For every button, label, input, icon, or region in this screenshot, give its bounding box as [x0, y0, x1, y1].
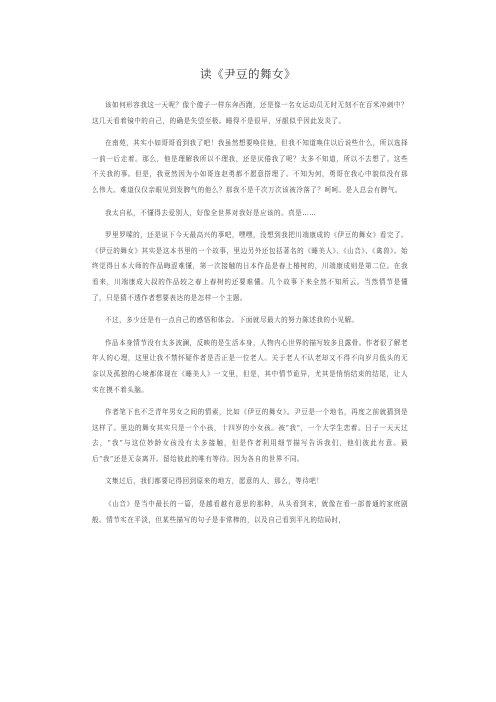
- paragraph: 作者笔下也不乏青年男女之间的情素，比如《伊豆的舞女》。尹豆是一个地名，再度之前就猜到是这样了。里边的舞女其实只是一个小孩，十四岁的小女孩。被“我”，一个大学生恋着。日子一天天过去，“我”与这位妙龄女孩没有太多接触，但是作者利用细节描写告诉我们，他们彼此有意。最后“我”还是无奈离开。留给彼此的唯有等待。因为各自的世界不同。: [92, 408, 408, 463]
- paragraph: 文集过后，我们都要记得回到原来的地方，愿意的人，那么，等待吧！: [105, 477, 324, 486]
- paragraph: 作品本身情节没有太多波澜，反映的是生活本身，人物内心世界的描写较多且露骨。作者很了解老年人的心理，这里让我不禁怀疑作者是否正是一位老人。关于老人不认老却又不得不向岁月低头的无奈以及孤独的心境都体现在《睡美人》一文里，但是，其中情节诡异，尤其是悄悄结束的结尾，让人实在摸不着头脑。: [92, 338, 408, 394]
- document-body: [92, 98, 408, 535]
- paragraph: 在南苑，其实小如哥哥看到我了吧！我虽然想要唤住他，但我不知道唤住以后说些什么，所以选择一前一后走着。那么，他是理解我所以不理我，还是厌倦我了呢？太多不知道，所以不去想了。这些不关我的事。但是，我竟然因为小如哥连赵勇都不愿意搭理了。不知为何，勇哥在我心中貌似没有那么伟大。难道仅仅亲眼见到发脾气的他么？那我不是千次万次该被冷落了？呵呵。是人总会有脾气。: [92, 139, 408, 194]
- paragraph: 我太自私，不懂得去爱别人，好像全世界对我好是应该的。真是……: [105, 208, 317, 217]
- paragraph: 《山音》是当中最长的一篇，是越看越有意思的那种，从头看到末，就像在看一部普通的家庭剧般。情节实在平淡，但某些描写的句子是非常棒的，以及自己看到平凡的结局时，: [92, 500, 408, 524]
- document-title: 读《尹豆的舞女》: [200, 67, 296, 81]
- paragraph: 该如何形容我这一天呢？像个傻子一样东奔西跑，还是像一名女运动员无时无刻不在百米冲刺中？这几天看着镜中的自己，的确是失望至极。睡得不是很早，牙龈似乎因此发炎了。: [92, 101, 408, 125]
- paragraph: 不过，多少还是有一点自己的感悟和体会。下面就尽最大的努力陈述我的小见解。: [105, 316, 359, 325]
- paragraph: 罗里罗嗦的，还是说下今天最高兴的事吧，嘿嘿，没想到我把川端康成的《伊豆的舞女》看完了。《伊豆的舞女》其实是这本书里的一个故事，里边另外还包括著名的《睡美人》、《山音》、《禽兽》。始终觉得日本大师的作品晦涩难懂，第一次接触的日本作品是春上椿树的，川端康成则是第二位。在我看来，川端康成大叔的作品较之春上春树的还要难懂。几个故事下来全然不知所云。当然情节是懂了，只是猜不透作者想要表达的是怎样一个主题。: [92, 231, 408, 302]
